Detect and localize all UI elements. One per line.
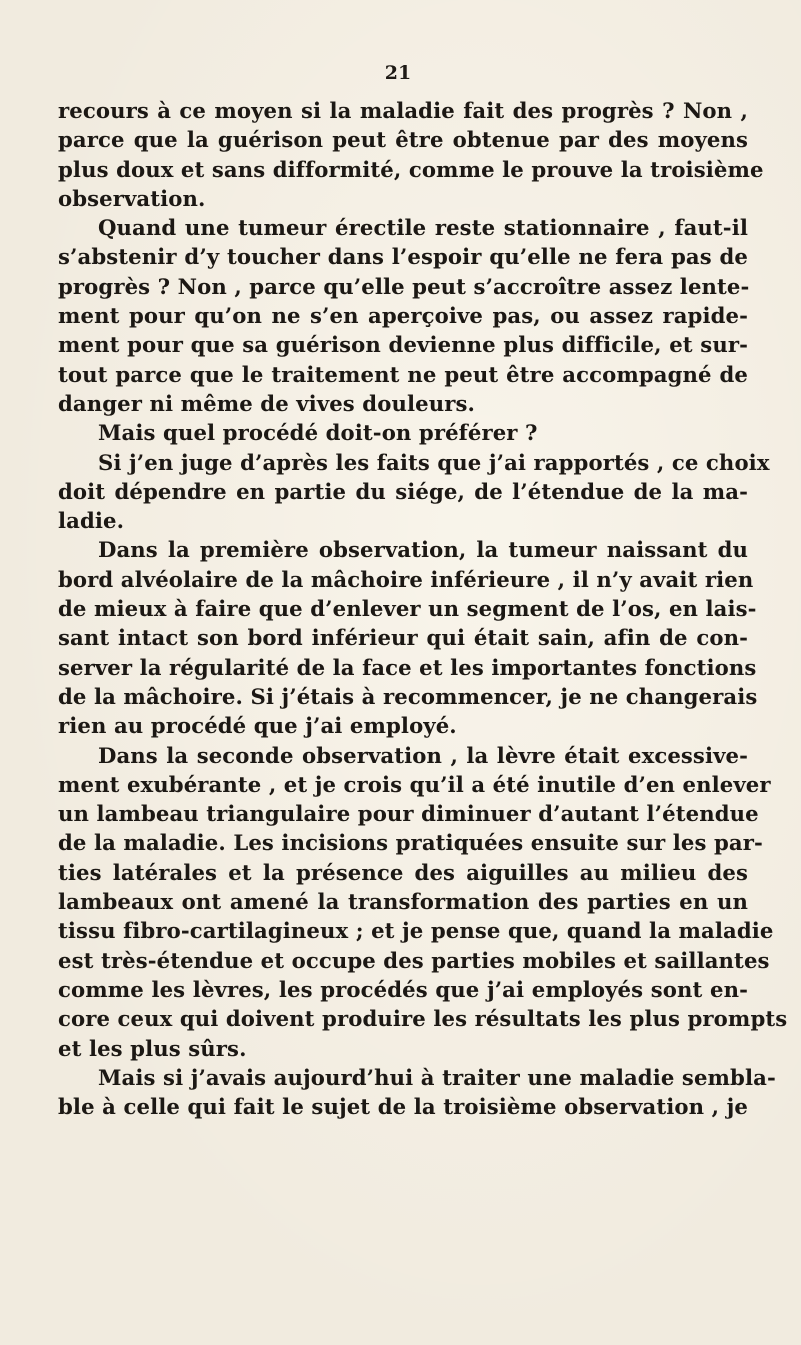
- paragraph: [58, 1063, 776, 1122]
- text-line: ment exubérante , et je crois qu’il a été inutile d’en enlever: [58, 771, 771, 797]
- paragraph: [58, 448, 770, 536]
- paragraph: [58, 418, 748, 447]
- text-line: de la maladie. Les incisions pratiquées ensuite sur les par-: [58, 830, 763, 856]
- text-line: ladie.: [58, 508, 125, 534]
- text-line: doit dépendre en partie du siége, de l’étendue de la ma-: [58, 478, 748, 504]
- text-line: plus doux et sans difformité, comme le prouve la troisième: [58, 156, 764, 182]
- text-line: un lambeau triangulaire pour diminuer d’autant l’étendue: [58, 801, 759, 827]
- text-line: lambeaux ont amené la transformation des parties en un: [58, 889, 748, 915]
- page-number: 21: [384, 62, 412, 84]
- text-line: Si j’en juge d’après les faits que j’ai rapportés , ce choix: [98, 449, 770, 475]
- text-line: core ceux qui doivent produire les résultats les plus prompts: [58, 1006, 788, 1032]
- text-line: ment pour que sa guérison devienne plus difficile, et sur-: [58, 332, 748, 358]
- text-line: parce que la guérison peut être obtenue par des moyens: [58, 127, 748, 153]
- text-line: observation.: [58, 185, 206, 211]
- text-line: comme les lèvres, les procédés que j’ai employés sont en-: [58, 976, 748, 1002]
- text-line: tout parce que le traitement ne peut être accompagné de: [58, 361, 748, 387]
- paragraph: [58, 741, 788, 1063]
- text-line: progrès ? Non , parce qu’elle peut s’accroître assez lente-: [58, 273, 750, 299]
- text-line: recours à ce moyen si la maladie fait des progrès ? Non ,: [58, 98, 748, 123]
- paragraph: [58, 96, 764, 213]
- text-line: est très-étendue et occupe des parties mobiles et saillantes: [58, 947, 770, 973]
- text-line: Dans la seconde observation , la lèvre était excessive-: [98, 742, 748, 768]
- text-line: ble à celle qui fait le sujet de la troisième observation , je: [58, 1094, 748, 1120]
- body-text: [58, 96, 788, 1121]
- text-line: rien au procédé que j’ai employé.: [58, 713, 457, 739]
- text-line: ties latérales et la présence des aiguilles au milieu des: [58, 859, 748, 885]
- text-line: danger ni même de vives douleurs.: [58, 390, 475, 416]
- text-line: Mais quel procédé doit-on préférer ?: [98, 420, 538, 446]
- paragraph: [58, 213, 748, 418]
- text-line: de la mâchoire. Si j’étais à recommencer, je ne changerais: [58, 683, 758, 709]
- text-line: ment pour qu’on ne s’en aperçoive pas, ou assez rapide-: [58, 303, 748, 329]
- text-line: Quand une tumeur érectile reste stationnaire , faut-il: [98, 215, 748, 241]
- text-line: tissu fibro-cartilagineux ; et je pense que, quand la maladie: [58, 918, 774, 944]
- text-line: Mais si j’avais aujourd’hui à traiter une maladie sembla-: [98, 1064, 776, 1090]
- paragraph: [58, 535, 758, 740]
- text-line: et les plus sûrs.: [58, 1035, 247, 1061]
- text-line: bord alvéolaire de la mâchoire inférieure , il n’y avait rien: [58, 566, 754, 592]
- text-line: s’abstenir d’y toucher dans l’espoir qu’elle ne fera pas de: [58, 244, 748, 270]
- text-line: sant intact son bord inférieur qui était sain, afin de con-: [58, 625, 748, 651]
- text-line: server la régularité de la face et les importantes fonctions: [58, 654, 757, 680]
- text-line: de mieux à faire que d’enlever un segment de l’os, en lais-: [58, 596, 757, 622]
- text-line: Dans la première observation, la tumeur naissant du: [98, 537, 748, 563]
